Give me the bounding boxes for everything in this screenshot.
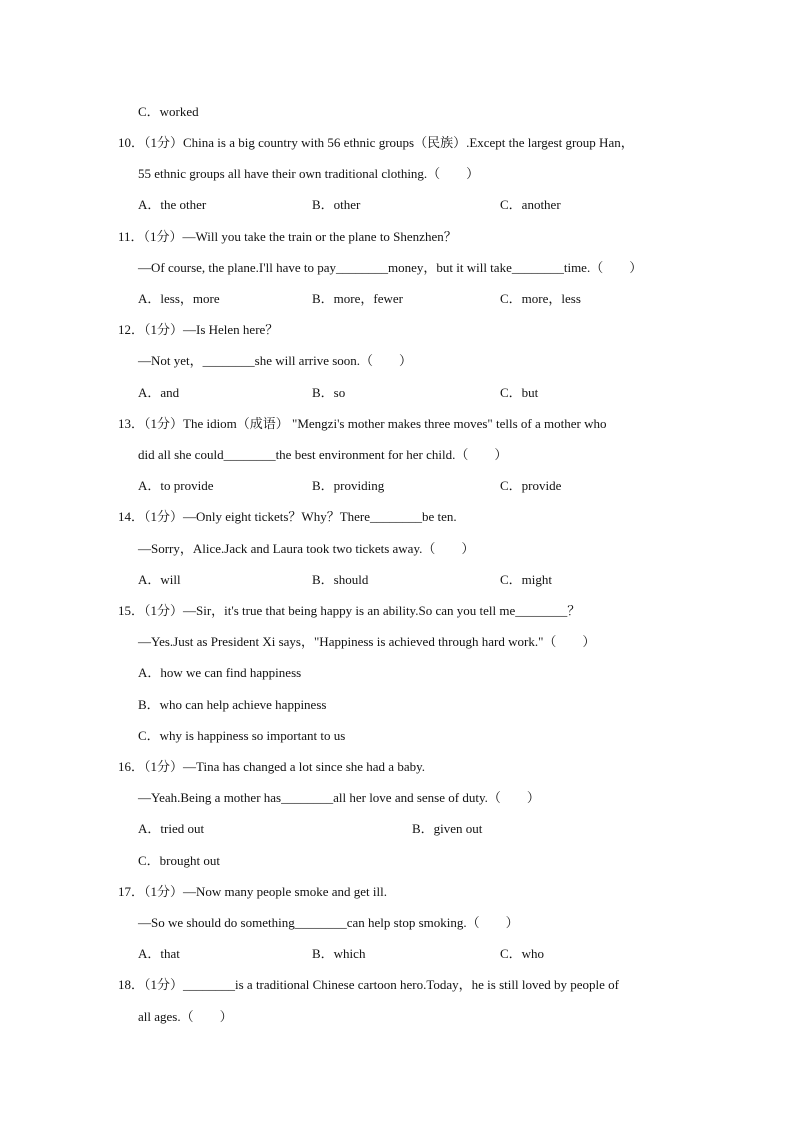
q13-option-b: B．providing [312,478,385,493]
q15-stem-line1: 15．（1分）—Sir，it's true that being happy is an ability.So can you tell me________？ [118,603,581,618]
q14-stem-line2: —Sorry，Alice.Jack and Laura took two tickets away.（ ） [138,541,475,556]
q12-stem-line2: —Not yet，________she will arrive soon.（ ） [138,353,413,368]
q14-stem-line1: 14．（1分）—Only eight tickets？Why？There________be ten. [118,509,457,524]
q9-option-c: C．worked [138,104,199,119]
q16-option-c: C．brought out [138,853,220,868]
q12-option-c: C．but [500,385,539,400]
q13-stem-line1: 13．（1分）The idiom（成语） "Mengzi's mother makes three moves" tells of a mother who [118,416,607,431]
q13-option-a: A．to provide [138,478,214,493]
q11-stem-line2: —Of course, the plane.I'll have to pay________money，but it will take________time.（ ） [138,260,643,275]
q10-option-c: C．another [500,197,561,212]
q17-stem-line1: 17．（1分）—Now many people smoke and get ill. [118,884,387,899]
q10-option-b: B．other [312,197,361,212]
q15-option-c: C．why is happiness so important to us [138,728,346,743]
q18-stem-line1: 18．（1分）________is a traditional Chinese cartoon hero.Today，he is still loved by people of [118,977,619,992]
q11-stem-line1: 11．（1分）—Will you take the train or the plane to Shenzhen？ [118,229,457,244]
q16-option-b: B．given out [412,821,483,836]
q15-option-a: A．how we can find happiness [138,665,302,680]
q17-option-a: A．that [138,946,180,961]
q18-stem-line2: all ages.（ ） [138,1009,233,1024]
q14-option-c: C．might [500,572,553,587]
q17-stem-line2: —So we should do something________can help stop smoking.（ ） [138,915,519,930]
q11-option-b: B．more，fewer [312,291,403,306]
q12-option-a: A．and [138,385,180,400]
q12-option-b: B．so [312,385,346,400]
q11-option-a: A．less，more [138,291,220,306]
q13-option-c: C．provide [500,478,562,493]
q14-option-a: A．will [138,572,181,587]
q16-option-a: A．tried out [138,821,205,836]
q13-stem-line2: did all she could________the best environment for her child.（ ） [138,447,508,462]
q15-stem-line2: —Yes.Just as President Xi says，"Happiness is achieved through hard work."（ ） [138,634,596,649]
q16-stem-line1: 16．（1分）—Tina has changed a lot since she had a baby. [118,759,426,774]
q14-option-b: B．should [312,572,369,587]
q12-stem-line1: 12．（1分）—Is Helen here？ [118,322,279,337]
q10-option-a: A．the other [138,197,207,212]
q15-option-b: B．who can help achieve happiness [138,697,327,712]
q11-option-c: C．more，less [500,291,581,306]
q16-stem-line2: —Yeah.Being a mother has________all her love and sense of duty.（ ） [138,790,540,805]
q10-stem-line2: 55 ethnic groups all have their own traditional clothing.（ ） [138,166,480,181]
q17-option-c: C．who [500,946,545,961]
q10-stem-line1: 10．（1分）China is a big country with 56 ethnic groups（民族）.Except the largest group Han， [118,135,634,150]
q17-option-b: B．which [312,946,366,961]
